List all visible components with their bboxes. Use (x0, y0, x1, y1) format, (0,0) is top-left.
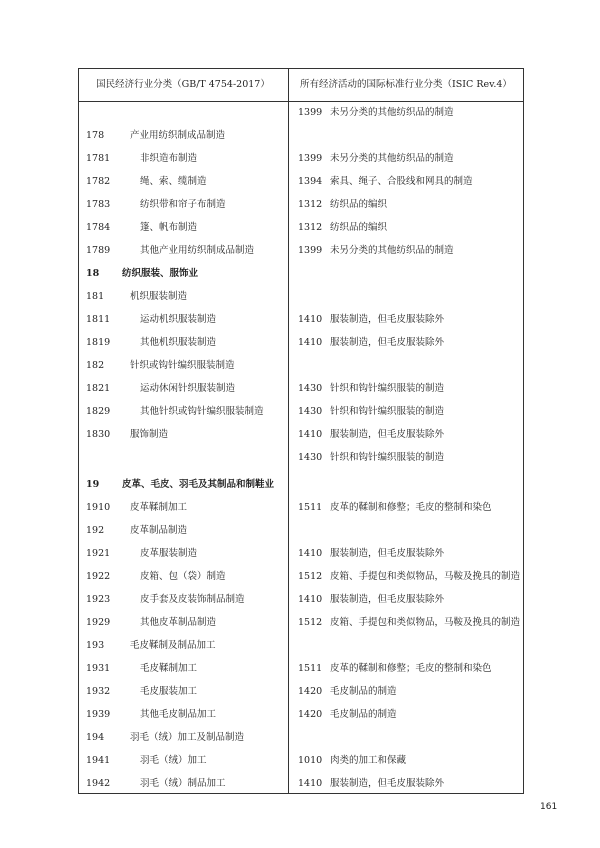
gbt-name: 皮革、毛皮、羽毛及其制品和制鞋业 (122, 479, 275, 490)
table-row (78, 103, 524, 123)
gbt-name: 产业用纺织制成品制造 (130, 130, 226, 141)
gbt-code: 1821 (86, 383, 111, 394)
gbt-name: 非织造布制造 (140, 153, 198, 164)
table-row (78, 402, 524, 422)
isic-code: 1410 (298, 314, 323, 325)
gbt-name: 其他针织或钩针编织服装制造 (140, 406, 264, 417)
table-row (78, 728, 524, 748)
gbt-name: 毛皮服装加工 (140, 686, 198, 697)
table-row (78, 521, 524, 541)
isic-name: 肉类的加工和保藏 (330, 755, 407, 766)
isic-name: 皮革的鞣制和修整；毛皮的整制和染色 (330, 663, 492, 674)
isic-name: 索具、绳子、合股线和网具的制造 (330, 176, 473, 187)
header-gbt: 国民经济行业分类（GB/T 4754-2017） (96, 79, 270, 90)
table-row (78, 172, 524, 192)
table-row (78, 333, 524, 353)
table-row (78, 195, 524, 215)
isic-name: 服装制造，但毛皮服装除外 (330, 314, 445, 325)
isic-code: 1399 (298, 245, 323, 256)
gbt-name: 篷、帆布制造 (140, 222, 198, 233)
table-row (78, 448, 524, 468)
table-row (78, 613, 524, 633)
isic-name: 皮箱、手提包和类似物品，马鞍及挽具的制造 (330, 617, 521, 628)
isic-name: 服装制造，但毛皮服装除外 (330, 548, 445, 559)
gbt-name: 皮箱、包（袋）制造 (140, 571, 226, 582)
gbt-name: 羽毛（绒）制品加工 (140, 778, 226, 789)
gbt-code: 1929 (86, 617, 111, 628)
table-row (78, 310, 524, 330)
isic-code: 1511 (298, 663, 323, 674)
gbt-code: 193 (86, 640, 105, 651)
gbt-name: 毛皮鞣制及制品加工 (130, 640, 216, 651)
table-row (78, 379, 524, 399)
isic-name: 服装制造，但毛皮服装除外 (330, 337, 445, 348)
table-row (78, 126, 524, 146)
gbt-code: 192 (86, 525, 105, 536)
table-row (78, 659, 524, 679)
gbt-code: 181 (86, 291, 105, 302)
isic-code: 1399 (298, 153, 323, 164)
isic-name: 未另分类的其他纺织品的制造 (330, 245, 454, 256)
gbt-name: 运动休闲针织服装制造 (140, 383, 236, 394)
header-separator (78, 101, 524, 102)
isic-name: 纺织品的编织 (330, 222, 388, 233)
gbt-name: 纺织带和帘子布制造 (140, 199, 226, 210)
table-row (78, 218, 524, 238)
gbt-code: 1819 (86, 337, 111, 348)
gbt-code: 1922 (86, 571, 111, 582)
table-row (78, 751, 524, 771)
gbt-code: 1829 (86, 406, 111, 417)
table-row (78, 149, 524, 169)
gbt-name: 机织服装制造 (130, 291, 188, 302)
table-row (78, 498, 524, 518)
gbt-code: 1830 (86, 429, 111, 440)
isic-code: 1512 (298, 617, 323, 628)
gbt-code: 1939 (86, 709, 111, 720)
gbt-code: 1932 (86, 686, 111, 697)
isic-name: 未另分类的其他纺织品的制造 (330, 107, 454, 118)
table-row (78, 425, 524, 445)
gbt-name: 其他皮革制品制造 (140, 617, 217, 628)
isic-name: 纺织品的编织 (330, 199, 388, 210)
isic-code: 1430 (298, 383, 323, 394)
gbt-code: 19 (86, 479, 100, 490)
isic-name: 针织和钩针编织服装的制造 (330, 406, 445, 417)
table-row (78, 241, 524, 261)
gbt-name: 其他产业用纺织制成品制造 (140, 245, 255, 256)
gbt-name: 皮手套及皮装饰制品制造 (140, 594, 245, 605)
gbt-code: 1921 (86, 548, 111, 559)
gbt-code: 1910 (86, 502, 111, 513)
gbt-name: 皮革服装制造 (140, 548, 198, 559)
isic-code: 1010 (298, 755, 323, 766)
isic-name: 毛皮制品的制造 (330, 686, 397, 697)
isic-name: 针织和钩针编织服装的制造 (330, 383, 445, 394)
isic-code: 1312 (298, 199, 323, 210)
isic-code: 1394 (298, 176, 323, 187)
table-row (78, 682, 524, 702)
gbt-name: 皮革鞣制加工 (130, 502, 188, 513)
table-row (78, 567, 524, 587)
isic-code: 1410 (298, 594, 323, 605)
isic-code: 1410 (298, 778, 323, 789)
gbt-name: 绳、索、缆制造 (140, 176, 207, 187)
gbt-name: 羽毛（绒）加工 (140, 755, 207, 766)
table-row (78, 264, 524, 284)
table-row (78, 287, 524, 307)
gbt-code: 1782 (86, 176, 111, 187)
isic-name: 服装制造，但毛皮服装除外 (330, 429, 445, 440)
isic-code: 1511 (298, 502, 323, 513)
table-row (78, 356, 524, 376)
isic-code: 1420 (298, 686, 323, 697)
table-row (78, 636, 524, 656)
gbt-code: 1783 (86, 199, 111, 210)
table-row (78, 544, 524, 564)
header-isic: 所有经济活动的国际标准行业分类（ISIC Rev.4） (300, 79, 512, 90)
gbt-code: 1781 (86, 153, 111, 164)
gbt-name: 毛皮鞣制加工 (140, 663, 198, 674)
gbt-code: 1942 (86, 778, 111, 789)
gbt-code: 1811 (86, 314, 111, 325)
classification-table (78, 68, 524, 794)
isic-code: 1410 (298, 429, 323, 440)
gbt-name: 服饰制造 (130, 429, 169, 440)
isic-name: 毛皮制品的制造 (330, 709, 397, 720)
gbt-name: 其他毛皮制品加工 (140, 709, 217, 720)
gbt-code: 1789 (86, 245, 111, 256)
gbt-code: 1941 (86, 755, 111, 766)
isic-code: 1512 (298, 571, 323, 582)
isic-name: 皮箱、手提包和类似物品，马鞍及挽具的制造 (330, 571, 521, 582)
gbt-code: 1931 (86, 663, 111, 674)
gbt-name: 其他机织服装制造 (140, 337, 217, 348)
gbt-code: 182 (86, 360, 105, 371)
table-row (78, 475, 524, 495)
gbt-name: 羽毛（绒）加工及制品制造 (130, 732, 245, 743)
gbt-code: 1923 (86, 594, 111, 605)
gbt-name: 皮革制品制造 (130, 525, 188, 536)
table-row (78, 774, 524, 794)
isic-name: 针织和钩针编织服装的制造 (330, 452, 445, 463)
isic-name: 服装制造，但毛皮服装除外 (330, 778, 445, 789)
gbt-code: 1784 (86, 222, 111, 233)
isic-name: 未另分类的其他纺织品的制造 (330, 153, 454, 164)
isic-code: 1430 (298, 452, 323, 463)
gbt-code: 178 (86, 130, 105, 141)
isic-code: 1399 (298, 107, 323, 118)
gbt-name: 纺织服装、服饰业 (122, 268, 199, 279)
isic-name: 皮革的鞣制和修整；毛皮的整制和染色 (330, 502, 492, 513)
isic-code: 1410 (298, 337, 323, 348)
gbt-name: 运动机织服装制造 (140, 314, 217, 325)
page-number: 161 (540, 802, 558, 812)
table-row (78, 705, 524, 725)
gbt-code: 18 (86, 268, 100, 279)
isic-name: 服装制造，但毛皮服装除外 (330, 594, 445, 605)
isic-code: 1430 (298, 406, 323, 417)
gbt-name: 针织或钩针编织服装制造 (130, 360, 235, 371)
table-row (78, 590, 524, 610)
isic-code: 1410 (298, 548, 323, 559)
isic-code: 1420 (298, 709, 323, 720)
isic-code: 1312 (298, 222, 323, 233)
gbt-code: 194 (86, 732, 105, 743)
